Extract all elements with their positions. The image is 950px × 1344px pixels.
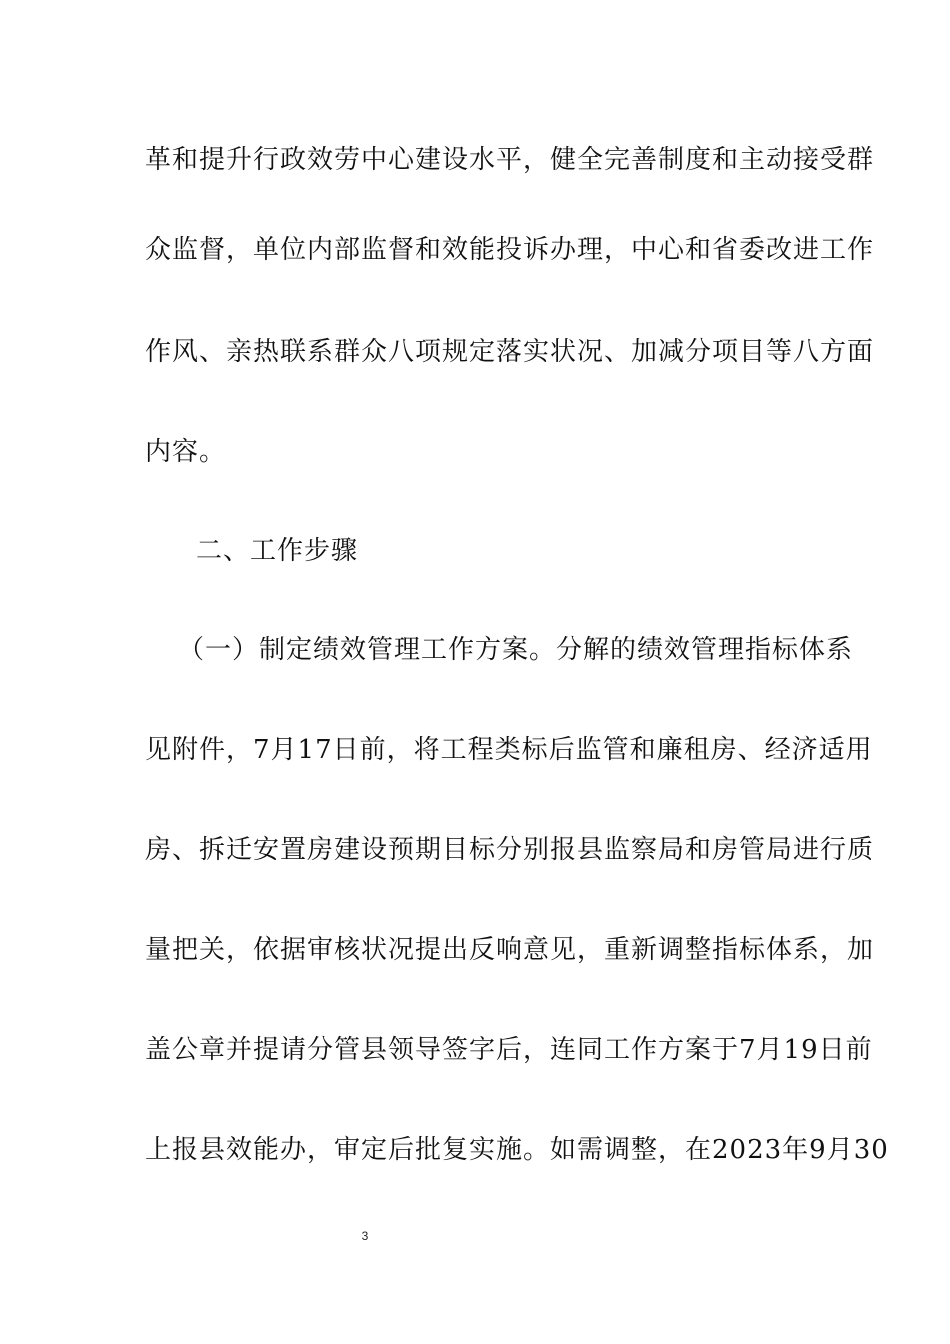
body-text-line: 上报县效能办，审定后批复实施。如需调整，在2023年9月30 [145, 1135, 889, 1165]
body-text-line: 内容。 [145, 437, 227, 467]
body-text-line: 作风、亲热联系群众八项规定落实状况、加减分项目等八方面 [145, 337, 875, 367]
subsection-first-line: （一）制定绩效管理工作方案。分解的绩效管理指标体系 [178, 635, 854, 665]
body-text-line: 房、拆迁安置房建设预期目标分别报县监察局和房管局进行质 [145, 835, 875, 865]
body-text-line: 盖公章并提请分管县领导签字后，连同工作方案于7月19日前 [145, 1035, 873, 1065]
page-number: 3 [361, 1229, 369, 1243]
body-text-line: 众监督，单位内部监督和效能投诉办理，中心和省委改进工作 [145, 235, 875, 265]
body-text-line: 见附件，7月17日前，将工程类标后监管和廉租房、经济适用 [145, 735, 873, 765]
body-text-line: 革和提升行政效劳中心建设水平，健全完善制度和主动接受群 [145, 145, 875, 175]
body-text-line: 量把关，依据审核状况提出反响意见，重新调整指标体系，加 [145, 935, 875, 965]
section-heading: 二、工作步骤 [196, 536, 359, 566]
